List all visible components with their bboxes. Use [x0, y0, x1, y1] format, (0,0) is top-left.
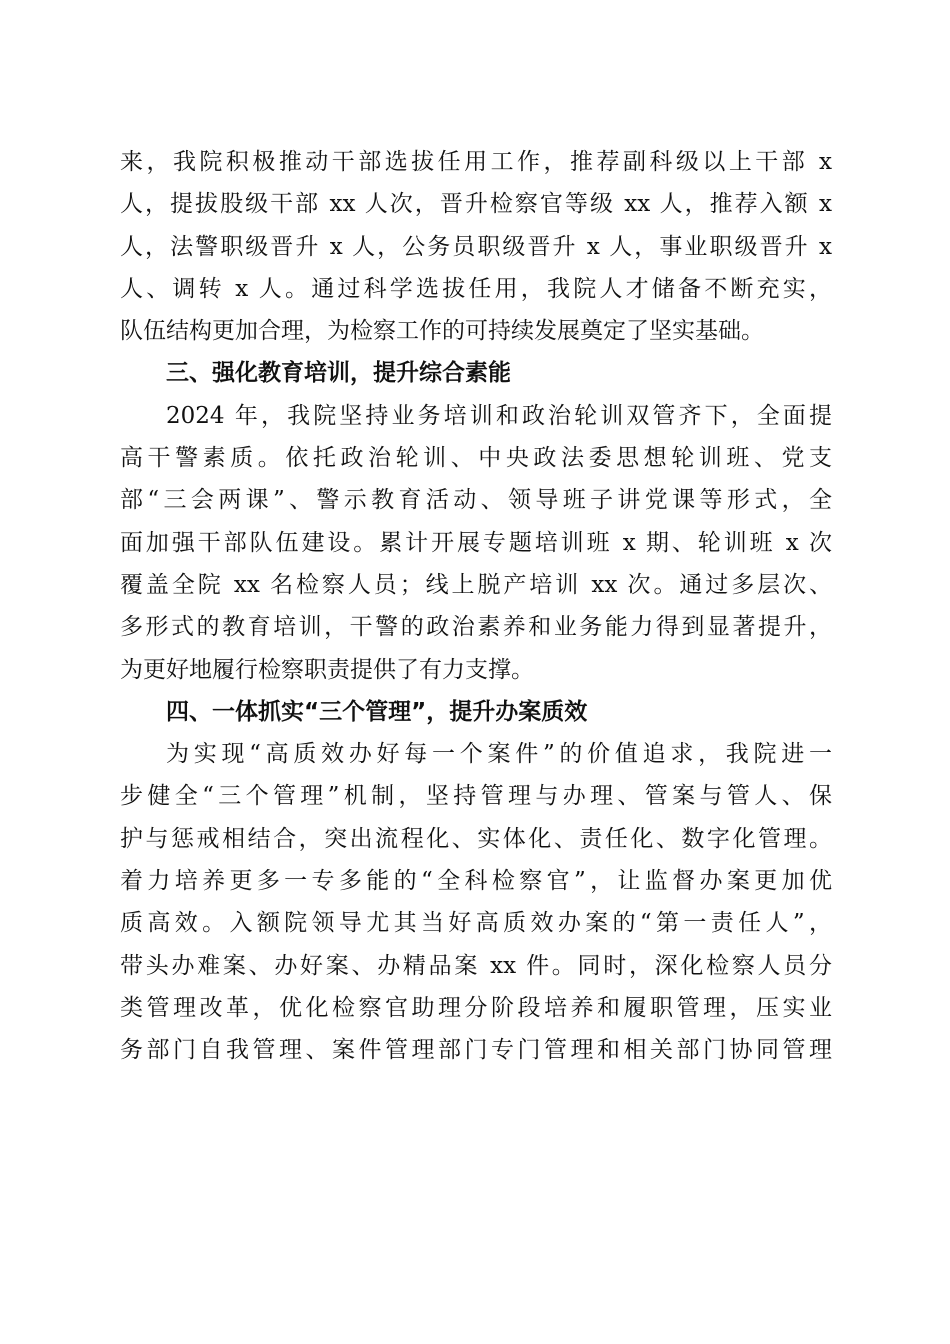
text-line: 人，提拔股级干部 xx 人次，晋升检察官等级 xx 人，推荐入额 x	[120, 191, 832, 218]
text-line: 为实现“高质效办好每一个案件”的价值追求，我院进一	[166, 741, 832, 768]
text-line: 人，法警职级晋升 x 人，公务员职级晋升 x 人，事业职级晋升 x	[120, 233, 832, 260]
paragraph-three-managements	[120, 733, 832, 1071]
text-line: 类管理改革，优化检察官助理分阶段培养和履职管理，压实业	[120, 994, 832, 1021]
section-heading-three-managements: 四、一体抓实“三个管理”，提升办案质效	[166, 698, 588, 725]
text-line: 护与惩戒相结合，突出流程化、实体化、责任化、数字化管理。	[120, 825, 832, 852]
text-line: 多形式的教育培训，干警的政治素养和业务能力得到显著提升，	[120, 614, 832, 641]
text-line: 2024 年，我院坚持业务培训和政治轮训双管齐下，全面提	[166, 402, 832, 429]
text-line: 队伍结构更加合理，为检察工作的可持续发展奠定了坚实基础。	[120, 318, 764, 345]
paragraph-education-training	[120, 395, 832, 691]
section-heading-education-training: 三、强化教育培训，提升综合素能	[166, 360, 511, 387]
text-line: 着力培养更多一专多能的“全科检察官”，让监督办案更加优	[120, 868, 832, 895]
text-line: 务部门自我管理、案件管理部门专门管理和相关部门协同管理	[120, 1037, 832, 1064]
document-body	[120, 141, 832, 1072]
text-line: 人、调转 x 人。通过科学选拔任用，我院人才储备不断充实，	[120, 275, 832, 302]
text-line: 质高效。入额院领导尤其当好高质效办案的“第一责任人”，	[120, 910, 832, 937]
paragraph-cadre-selection	[120, 141, 832, 352]
text-line: 部“三会两课”、警示教育活动、领导班子讲党课等形式，全	[120, 487, 832, 514]
text-line: 覆盖全院 xx 名检察人员；线上脱产培训 xx 次。通过多层次、	[120, 571, 832, 598]
text-line: 来，我院积极推动干部选拔任用工作，推荐副科级以上干部 x	[120, 149, 832, 175]
text-line: 高干警素质。依托政治轮训、中央政法委思想轮训班、党支	[120, 445, 832, 472]
text-line: 面加强干部队伍建设。累计开展专题培训班 x 期、轮训班 x 次	[120, 529, 832, 556]
text-line: 步健全“三个管理”机制，坚持管理与办理、管案与管人、保	[120, 783, 832, 810]
text-line: 带头办难案、办好案、办精品案 xx 件。同时，深化检察人员分	[120, 952, 832, 979]
text-line: 为更好地履行检察职责提供了有力支撑。	[120, 656, 534, 683]
